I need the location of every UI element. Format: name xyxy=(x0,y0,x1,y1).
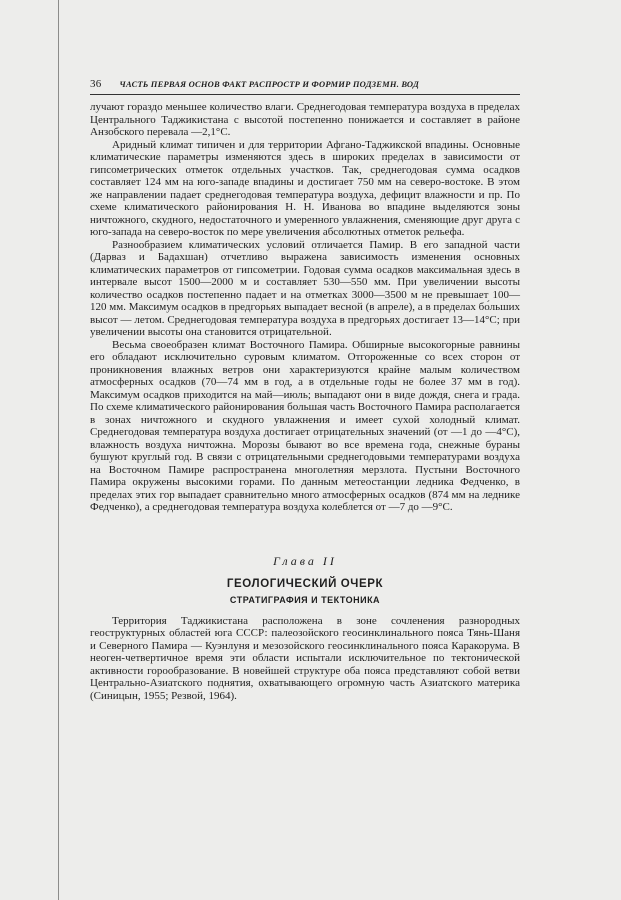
chapter-label: Глава II xyxy=(273,553,337,568)
page-content xyxy=(90,78,520,702)
section-title: СТРАТИГРАФИЯ И ТЕКТОНИКА xyxy=(229,594,381,605)
paragraph-western-pamir: Разнообразием климатических условий отличается Памир. В его западной части (Дарваз и Бадахшан) отчетливо выражена зависимость изменения основных климатических параметров от гипсометрии. Годовая сумма осадков максимальная здесь в интервале высот 1500—2000 м и составляет 530—550 мм. При увеличении высоты количество осадков постепенно падает и на отметках 3000—3500 м не превышает 100—120 мм. Максимум осадков в предгорьях выпадает весной (в апреле), а в пределах бо́льших высот — летом. Среднегодовая температура воздуха в предгорьях достигает 13—14°С; при увеличении высоты она становится отрицательной. xyxy=(90,238,520,338)
binding-edge-line xyxy=(58,0,59,900)
chapter-heading xyxy=(90,554,520,605)
paragraph-central-tajikistan: лучают гораздо меньшее количество влаги. Среднегодовая температура воздуха в пределах Центрального Таджикистана с высотой постепенно понижается и составляет в районе Анзобского перевала —2,1°С. xyxy=(90,101,520,138)
running-title: ЧАСТЬ ПЕРВАЯ ОСНОВ ФАКТ РАСПРОСТР И ФОРМИР ПОДЗЕМН. ВОД xyxy=(119,79,419,89)
paragraph-tectonics-intro: Территория Таджикистана расположена в зоне сочленения разнородных геоструктурных областей юга СССР: палеозойского геосинклинального пояса Тянь-Шаня и Северного Памира — Куэнлуня и мезозойского геосинклинального пояса Каракорума. В неоген-четвертичное время эти области испытали исключительное по тектонической активности горообразование. В новейшей структуре оба пояса представляют собой ветви Центрально-Азиатского поднятия, охватывающего огромную часть Азиатского материка (Синицын, 1955; Резвой, 1964). xyxy=(90,614,520,702)
running-header xyxy=(90,78,520,92)
page-number: 36 xyxy=(90,78,102,90)
paragraph-eastern-pamir: Весьма своеобразен климат Восточного Памира. Обширные высокогорные равнины его обладают исключительно суровым климатом. Отгороженные со всех сторон от проникновения влажных ветров они характеризуются крайне малым количеством атмосферных осадков (70—74 мм в год, а в отдельные годы не более 37 мм в год). Максимум осадков приходится на май—июль; выпадают они в виде дождя, снега и града. По схеме климатического районирования большая часть Восточного Памира располагается в зонах ничтожного и скудного увлажнения и имеет сухой холодный климат. Среднегодовая температура воздуха достигает отрицательных значений (от —1 до —4°С), влажность воздуха ничтожна. Морозы бывают во все времена года, снежные бураны бушуют круглый год. В связи с отрицательными среднегодовыми температурами воздуха на Восточном Памире распространена многолетняя мерзлота. Пустыни Восточного Памира окружены высокими горами. По данным метеостанции ледника Федченко, в пределах этих гор выпадает сравнительно много атмосферных осадков (874 мм на леднике Федченко), а среднегодовая температура воздуха колеблется от —7 до —9°С. xyxy=(90,338,520,513)
paragraph-afghan-tajik-depression: Аридный климат типичен и для территории Афгано-Таджикской впадины. Основные климатические параметры изменяются здесь в широких пределах в зависимости от гипсометрических отметок отдельных участков. Так, среднегодовая сумма осадков составляет 124 мм на юго-западе впадины и достигает 750 мм на северо-востоке. В этом же направлении падает среднегодовая температура воздуха, дефицит влажности и пр. По схеме климатического районирования Н. Н. Иванова во впадине выделяются зоны ничтожного, скудного, недостаточного и умеренного увлажнения, сменяющие друг друга с юго-запада на северо-восток по мере увеличения абсолютных отметок рельефа. xyxy=(90,138,520,238)
header-rule xyxy=(90,94,520,95)
chapter-title: ГЕОЛОГИЧЕСКИЙ ОЧЕРК xyxy=(226,577,384,590)
